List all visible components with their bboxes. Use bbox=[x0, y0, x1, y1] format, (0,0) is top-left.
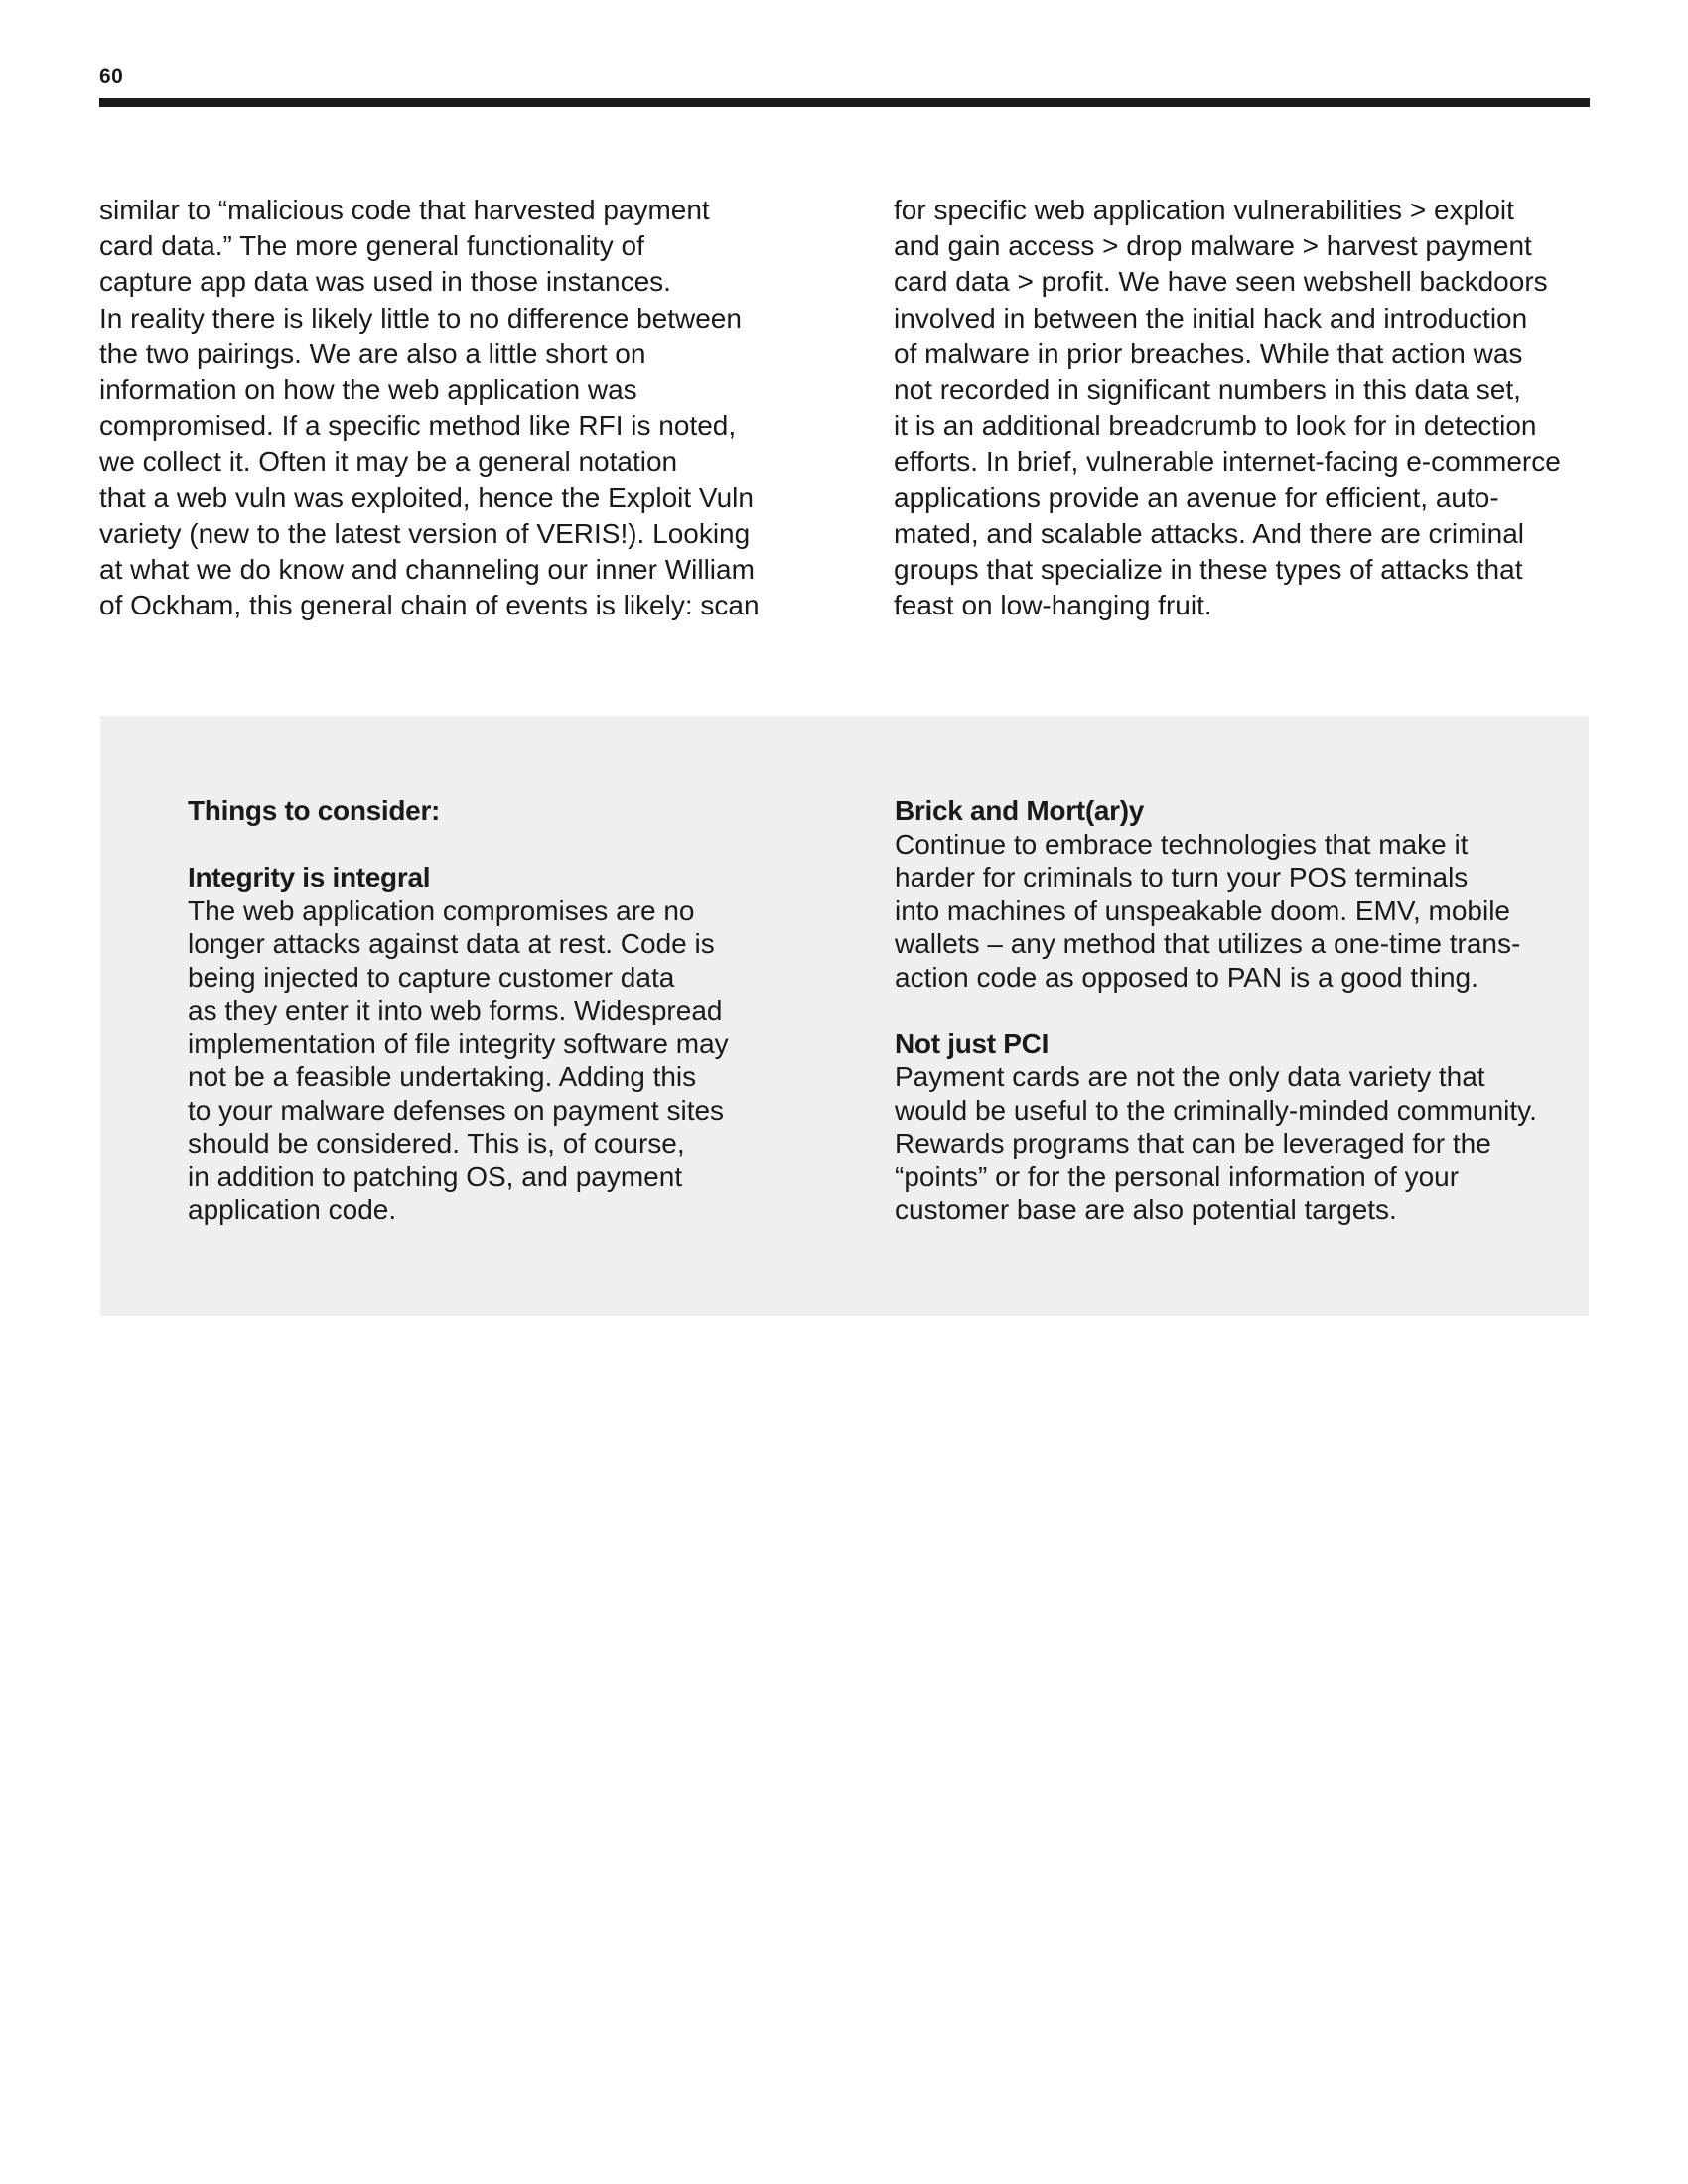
pci-heading: Not just PCI bbox=[895, 1027, 1050, 1059]
consider-column-right bbox=[895, 794, 1537, 1227]
body-line: of Ockham, this general chain of events is likely: scan bbox=[99, 590, 760, 621]
body-line: capture app data was used in those instances. bbox=[99, 266, 671, 298]
header-rule bbox=[99, 98, 1590, 107]
body-line: we collect it. Often it may be a general notation bbox=[99, 446, 678, 478]
body-line: involved in between the initial hack and introduction bbox=[894, 302, 1528, 334]
integrity-line: being injected to capture customer data bbox=[188, 961, 675, 993]
pci-line: would be useful to the criminally-minded community. bbox=[895, 1094, 1537, 1126]
brick-line: Continue to embrace technologies that make it bbox=[895, 828, 1469, 860]
pci-line: “points” or for the personal information of your bbox=[895, 1160, 1460, 1192]
body-line: of malware in prior breaches. While that action was bbox=[894, 338, 1523, 369]
body-line: similar to “malicious code that harvested payment bbox=[99, 195, 710, 225]
integrity-line: implementation of file integrity software may bbox=[188, 1027, 729, 1059]
body-line: not recorded in significant numbers in this data set, bbox=[894, 374, 1521, 406]
spacer bbox=[895, 994, 1537, 1027]
body-line: card data.” The more general functionality of bbox=[99, 230, 644, 262]
body-line: it is an additional breadcrumb to look for in detection bbox=[894, 410, 1537, 442]
body-column-left bbox=[99, 193, 760, 623]
body-line: efforts. In brief, vulnerable internet-facing e-commerce bbox=[894, 446, 1561, 478]
integrity-line: to your malware defenses on payment sites bbox=[188, 1094, 725, 1126]
body-line: for specific web application vulnerabilities > exploit bbox=[894, 195, 1514, 225]
spacer bbox=[188, 828, 729, 862]
integrity-line: as they enter it into web forms. Widespread bbox=[188, 995, 723, 1025]
brick-line: wallets – any method that utilizes a one-time trans- bbox=[895, 928, 1521, 959]
integrity-line: The web application compromises are no bbox=[188, 894, 695, 926]
body-line: the two pairings. We are also a little short on bbox=[99, 338, 646, 369]
body-line: variety (new to the latest version of VERIS!). Looking bbox=[99, 517, 751, 549]
brick-heading: Brick and Mort(ar)y bbox=[895, 795, 1145, 826]
body-line: compromised. If a specific method like RFI is noted, bbox=[99, 410, 737, 442]
brick-line: action code as opposed to PAN is a good thing. bbox=[895, 961, 1478, 993]
body-line: groups that specialize in these types of attacks that bbox=[894, 554, 1523, 586]
integrity-line: longer attacks against data at rest. Code is bbox=[188, 928, 715, 959]
body-line: card data > profit. We have seen webshell backdoors bbox=[894, 266, 1548, 298]
body-line: applications provide an avenue for efficient, auto- bbox=[894, 481, 1499, 513]
body-line: mated, and scalable attacks. And there are criminal bbox=[894, 517, 1525, 549]
consider-column-left bbox=[188, 794, 729, 1227]
body-column-right bbox=[894, 193, 1561, 623]
pci-line: Rewards programs that can be leveraged for the bbox=[895, 1128, 1491, 1159]
body-line: information on how the web application was bbox=[99, 374, 637, 406]
consider-title: Things to consider: bbox=[188, 795, 441, 826]
body-line: In reality there is likely little to no difference between bbox=[99, 302, 742, 334]
integrity-line: not be a feasible undertaking. Adding this bbox=[188, 1061, 697, 1092]
body-line: that a web vuln was exploited, hence the Exploit Vuln bbox=[99, 481, 754, 513]
brick-line: harder for criminals to turn your POS terminals bbox=[895, 862, 1469, 892]
body-line: and gain access > drop malware > harvest payment bbox=[894, 230, 1532, 262]
body-line: feast on low-hanging fruit. bbox=[894, 590, 1212, 621]
integrity-line: application code. bbox=[188, 1194, 397, 1225]
body-line: at what we do know and channeling our inner William bbox=[99, 554, 755, 586]
pci-line: customer base are also potential targets. bbox=[895, 1194, 1397, 1225]
integrity-heading: Integrity is integral bbox=[188, 862, 431, 892]
brick-line: into machines of unspeakable doom. EMV, mobile bbox=[895, 894, 1510, 926]
integrity-line: should be considered. This is, of course, bbox=[188, 1128, 685, 1159]
pci-line: Payment cards are not the only data variety that bbox=[895, 1061, 1485, 1092]
integrity-line: in addition to patching OS, and payment bbox=[188, 1160, 683, 1192]
page-number: 60 bbox=[99, 66, 124, 88]
